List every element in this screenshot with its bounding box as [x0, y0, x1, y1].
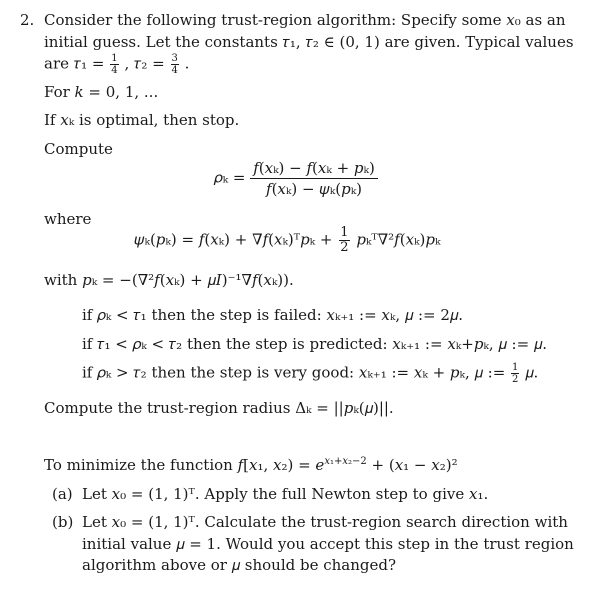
typical-values-mid: , 𝜏₂ = [124, 54, 165, 73]
case-failed: if 𝜌ₖ < 𝜏₁ then the step is failed: 𝑥ₖ₊₁ := 𝑥ₖ, 𝜇 := 2𝜇. [82, 306, 464, 324]
psi-half-numerator: 1 [340, 225, 349, 240]
radius-line: Compute the trust-region radius Δₖ = ||𝑝ₖ(𝜇)||. [44, 399, 394, 417]
where-line: where [44, 210, 92, 228]
psi-lead: 𝜓ₖ(𝑝ₖ) = 𝑓(𝑥ₖ) + ∇𝑓(𝑥ₖ)ᵀ𝑝ₖ + [134, 230, 333, 249]
intro-line-2: initial guess. Let the constants 𝜏₁, 𝜏₂ ∈ (0, 1) are given. Typical values [44, 33, 574, 51]
tau2-denominator: 4 [171, 65, 178, 76]
half-denominator: 2 [512, 374, 519, 385]
tau2-fraction [171, 53, 179, 76]
case-very-good [82, 362, 538, 385]
intro-line-1: Consider the following trust-region algorithm: Specify some 𝑥₀ as an [44, 11, 566, 29]
psi-tail: 𝑝ₖᵀ∇²𝑓(𝑥ₖ)𝑝ₖ [356, 230, 441, 249]
typical-values-lead: are 𝜏₁ = [44, 54, 105, 73]
minimize-lead: To minimize the function 𝑓[𝑥₁, 𝑥₂) = 𝑒 [44, 456, 325, 474]
compute-line: Compute [44, 140, 113, 158]
typical-values-end: . [184, 54, 190, 73]
pk-definition: with 𝑝ₖ = −(∇²𝑓(𝑥ₖ) + 𝜇𝐼)⁻¹∇𝑓(𝑥ₖ)). [44, 271, 294, 289]
psi-half-fraction [339, 226, 349, 255]
typical-values-line [44, 53, 189, 76]
part-b-line-2: initial value 𝜇 = 1. Would you accept this step in the trust region [82, 535, 574, 553]
tau2-numerator: 3 [171, 53, 178, 64]
part-b-line-1: Let 𝑥₀ = (1, 1)ᵀ. Calculate the trust-region search direction with [82, 513, 568, 531]
part-b-line-3: algorithm above or 𝜇 should be changed? [82, 556, 397, 574]
rho-fraction [250, 158, 378, 199]
minimize-exponent: 𝑥₁+𝑥₂−2 [324, 456, 367, 467]
case-predicted: if 𝜏₁ < 𝜌ₖ < 𝜏₂ then the step is predicted: 𝑥ₖ₊₁ := 𝑥ₖ+𝑝ₖ, 𝜇 := 𝜇. [82, 335, 548, 353]
psi-formula [134, 226, 440, 255]
problem-number: 2. [20, 11, 35, 29]
rho-lhs: 𝜌ₖ = [214, 168, 246, 187]
stop-line: If 𝑥ₖ is optimal, then stop. [44, 111, 240, 129]
minimize-line [44, 452, 458, 475]
part-a-label: (a) [52, 485, 73, 503]
minimize-tail: + (𝑥₁ − 𝑥₂)² [366, 456, 458, 474]
rho-formula [214, 158, 378, 199]
half-fraction [511, 362, 519, 385]
part-a-text: Let 𝑥₀ = (1, 1)ᵀ. Apply the full Newton step to give 𝑥₁. [82, 485, 489, 503]
rho-numerator: 𝑓(𝑥ₖ) − 𝑓(𝑥ₖ + 𝑝ₖ) [250, 158, 378, 179]
case-very-good-tail: 𝜇. [525, 363, 539, 382]
tau1-numerator: 1 [111, 53, 118, 64]
case-very-good-lead: if 𝜌ₖ > 𝜏₂ then the step is very good: 𝑥ₖ₊₁ := 𝑥ₖ + 𝑝ₖ, 𝜇 := [82, 363, 506, 382]
loop-line: For 𝑘 = 0, 1, ... [44, 83, 159, 101]
part-b-label: (b) [52, 513, 74, 531]
rho-denominator: 𝑓(𝑥ₖ) − 𝜓ₖ(𝑝ₖ) [266, 180, 363, 198]
tau1-fraction [110, 53, 118, 76]
psi-half-denominator: 2 [340, 240, 349, 255]
half-numerator: 1 [512, 362, 519, 373]
tau1-denominator: 4 [111, 65, 118, 76]
